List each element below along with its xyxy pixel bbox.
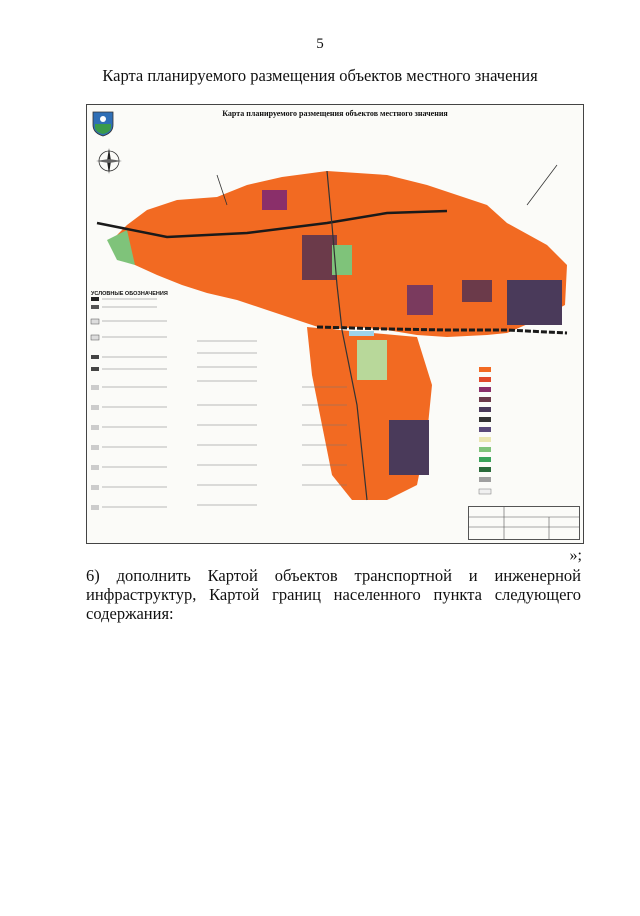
public-zone xyxy=(462,280,492,302)
paragraph-line: 6) дополнить Картой объектов транспортной и инженерной xyxy=(86,566,581,585)
road xyxy=(527,165,557,205)
legend-right xyxy=(479,367,491,494)
industrial-zone xyxy=(507,280,562,325)
paragraph-line: содержания: xyxy=(86,604,174,623)
title-block-stamp xyxy=(468,506,580,540)
map-title: Карта планируемого размещения объектов местного значения xyxy=(222,109,448,118)
map-drawing xyxy=(87,105,583,543)
map-image xyxy=(86,104,584,544)
closing-quote: »; xyxy=(569,547,582,564)
legend-left xyxy=(91,297,99,510)
industrial-zone xyxy=(389,420,429,475)
paragraph-line: инфраструктур, Картой границ населенного пункта следующего xyxy=(86,585,581,604)
public-zone xyxy=(262,190,287,210)
compass-rose-icon xyxy=(95,147,123,175)
page-number: 5 xyxy=(316,36,324,52)
paragraph xyxy=(86,566,581,623)
water-body xyxy=(349,331,374,336)
green-zone xyxy=(357,340,387,380)
page-title: Карта планируемого размещения объектов местного значения xyxy=(102,66,538,85)
public-zone xyxy=(407,285,433,315)
public-zone xyxy=(302,235,337,280)
legend-heading: УСЛОВНЫЕ ОБОЗНАЧЕНИЯ xyxy=(91,291,168,297)
